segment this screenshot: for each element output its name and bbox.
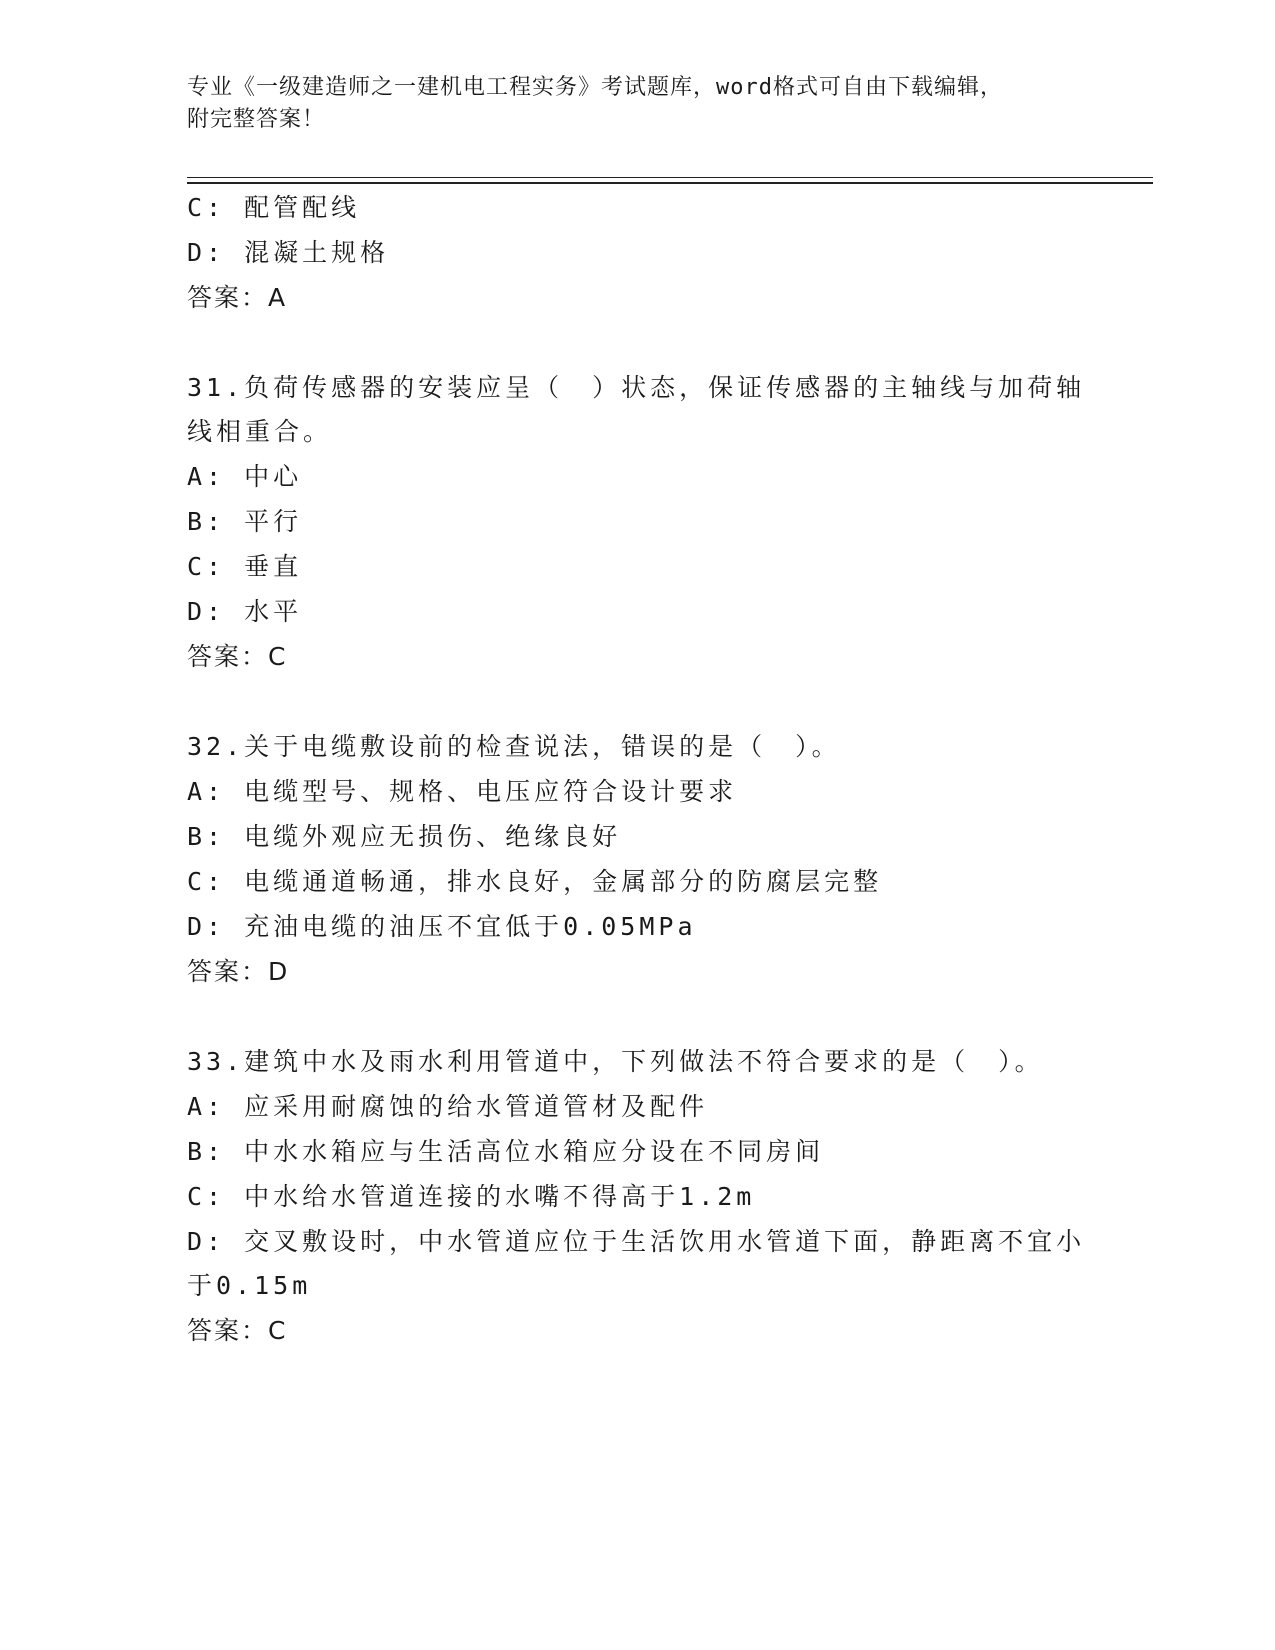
- document-header: [187, 72, 1087, 136]
- q33-stem: 33.建筑中水及雨水利用管道中，下列做法不符合要求的是（ ）。: [187, 1047, 1044, 1076]
- q32-option-d: D: 充油电缆的油压不宜低于0.05MPa: [187, 912, 697, 941]
- header-line-2: 附完整答案！: [187, 107, 326, 132]
- q33-option-a: A: 应采用耐腐蚀的给水管道管材及配件: [187, 1092, 709, 1121]
- q33-answer: 答案：C: [187, 1316, 288, 1345]
- q31-option-b: B: 平行: [187, 507, 303, 536]
- header-divider-thin: [187, 177, 1153, 178]
- prev-option-c: C: 配管配线: [187, 193, 361, 222]
- q31-option-d: D: 水平: [187, 597, 303, 626]
- q31-option-a: A: 中心: [187, 462, 303, 491]
- q31-stem-line-2: 线相重合。: [187, 417, 333, 446]
- q31-option-c: C: 垂直: [187, 552, 303, 581]
- q32-option-b: B: 电缆外观应无损伤、绝缘良好: [187, 822, 622, 851]
- q32-stem: 32.关于电缆敷设前的检查说法，错误的是（ ）。: [187, 732, 841, 761]
- q33-option-d-line-2: 于0.15m: [187, 1271, 312, 1300]
- q32-option-a: A: 电缆型号、规格、电压应符合设计要求: [187, 777, 738, 806]
- prev-option-d: D: 混凝土规格: [187, 238, 390, 267]
- q33-option-d-line-1: D: 交叉敷设时，中水管道应位于生活饮用水管道下面，静距离不宜小: [187, 1227, 1086, 1256]
- header-divider-thick: [187, 182, 1153, 184]
- q32-answer: 答案：D: [187, 957, 290, 986]
- q33-option-b: B: 中水水箱应与生活高位水箱应分设在不同房间: [187, 1137, 825, 1166]
- q33-option-c: C: 中水给水管道连接的水嘴不得高于1.2m: [187, 1182, 756, 1211]
- header-line-1: 专业《一级建造师之一建机电工程实务》考试题库，word格式可自由下载编辑，: [187, 75, 1003, 100]
- q31-answer: 答案：C: [187, 642, 288, 671]
- q32-option-c: C: 电缆通道畅通，排水良好，金属部分的防腐层完整: [187, 867, 883, 896]
- q31-stem-line-1: 31.负荷传感器的安装应呈（ ）状态，保证传感器的主轴线与加荷轴: [187, 373, 1086, 402]
- prev-answer: 答案：A: [187, 283, 288, 312]
